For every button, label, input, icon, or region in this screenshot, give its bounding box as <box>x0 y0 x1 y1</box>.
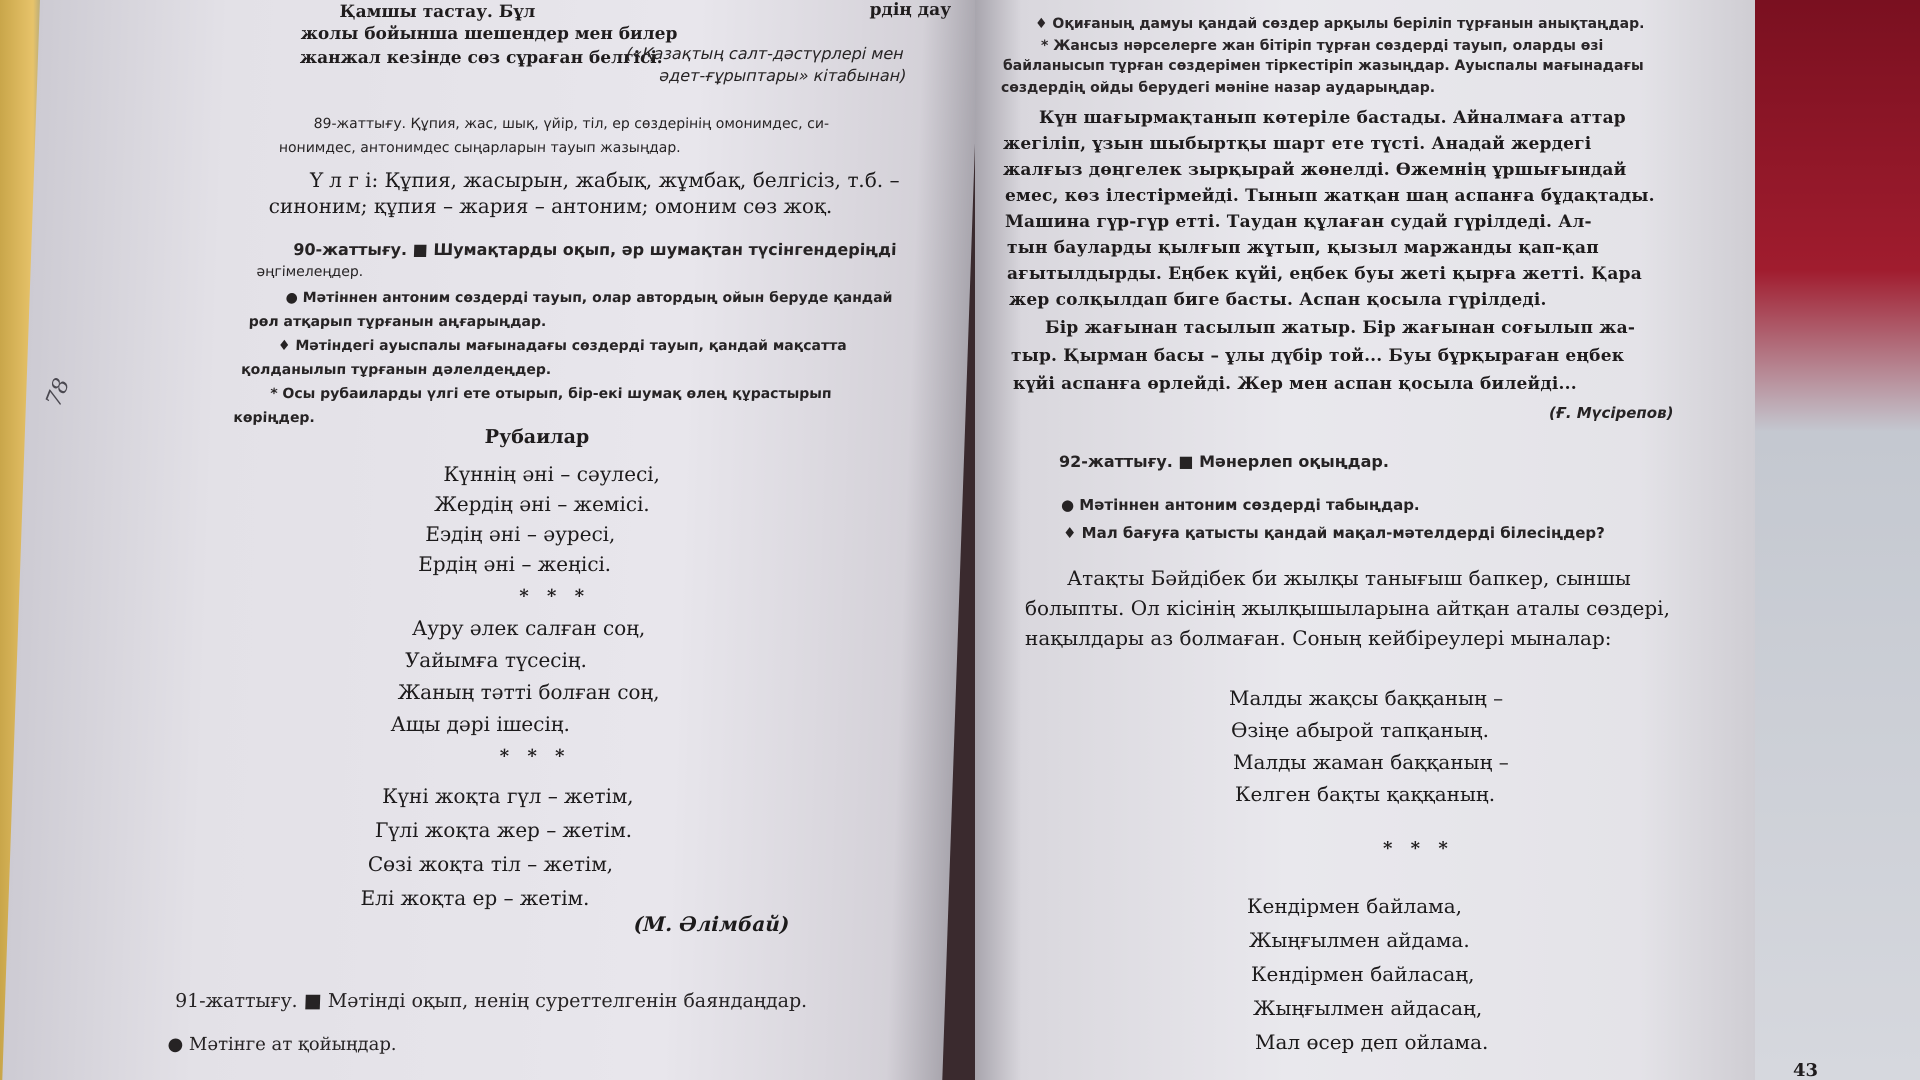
passage-line-2: жегіліп, ұзын шыбыртқы шарт ете түсті. Анадай жердегі <box>1003 134 1592 154</box>
verse2-line-5: Мал өсер деп ойлама. <box>1255 1030 1489 1054</box>
ex92-line-1: 92-жаттығу. ■ Мәнерлеп оқыңдар. <box>1059 452 1389 471</box>
ex89-line-1: 89-жаттығу. Құпия, жас, шық, үйір, тіл, ер сөздерінің омонимдес, си- <box>313 116 830 132</box>
verse1-line-2: Өзіңе абырой тапқаның. <box>1231 718 1489 742</box>
passage-line-4: емес, көз ілестірмейді. Тынып жатқан шаң аспанға бұдақтады. <box>1005 186 1655 206</box>
right-top-task-2c: сөздердің ойды берудегі мәніне назар аударыңдар. <box>1001 80 1436 96</box>
stanza2-line-3: Жаның тәтті болған соң, <box>397 680 661 704</box>
ex92-task-1: ● Мәтіннен антоним сөздерді табыңдар. <box>1061 496 1420 514</box>
ex90-task-1a: ● Мәтіннен антоним сөздерді тауып, олар автордың ойын беруде қандай <box>285 290 893 306</box>
passage-line-10: тыр. Қырман басы – ұлы дүбір той... Буы бұрқыраған еңбек <box>1011 346 1625 366</box>
stanza1-line-1: Күннің әні – сәулесі, <box>443 462 661 486</box>
ex90-task-1b: рөл атқарып тұрғанын аңғарыңдар. <box>248 314 547 330</box>
stanza2-line-1: Ауру әлек салған соң, <box>411 616 646 640</box>
ex89-line-2: нонимдес, антонимдес сыңарларын тауып жазыңдар. <box>278 140 682 156</box>
passage-line-9: Бір жағынан тасылып жатыр. Бір жағынан соғылып жа- <box>1045 318 1636 338</box>
passage-line-6: тын бауларды қылғып жұтып, қызыл маржанды қап-қап <box>1007 238 1599 258</box>
left-top-fragment: рдің дау <box>869 0 952 20</box>
ex91-line-1: 91-жаттығу. ■ Мәтінді оқып, ненің суреттелгенін баяндаңдар. <box>174 990 808 1012</box>
ex90-task-2b: қолданылып тұрғанын дәлелдеңдер. <box>240 362 552 378</box>
verse2-line-1: Кендірмен байлама, <box>1247 894 1462 918</box>
stanza1-line-3: Еэдің әні – әуресі, <box>424 522 616 546</box>
source-line-1: («Қазақтың салт-дәстүрлері мен <box>625 44 905 63</box>
passage-line-1: Күн шағырмақтанып көтеріле бастады. Айналмаға аттар <box>1039 108 1626 128</box>
stars-divider-1: * * * <box>518 586 591 607</box>
intro-line-3: нақылдары аз болмаған. Соның кейбіреулері мыналар: <box>1025 626 1612 650</box>
stars-divider-3: * * * <box>1383 838 1454 859</box>
passage-author: (Ғ. Мүсірепов) <box>1549 404 1674 422</box>
passage-line-8: жер солқылдап биге басты. Аспан қосыла гүрілдеді. <box>1009 290 1547 310</box>
poem-title: Рубаилар <box>484 426 590 448</box>
left-top-line-2: жолы бойынша шешендер мен билер <box>300 24 678 44</box>
ex90-task-3b: көріңдер. <box>233 410 316 426</box>
ex90-task-2a: ♦ Мәтіндегі ауыспалы мағынадағы сөздерді тауып, қандай мақсатта <box>277 338 847 354</box>
left-page <box>2 0 980 1080</box>
verse2-line-3: Кендірмен байласаң, <box>1251 962 1475 986</box>
stanza3-line-2: Гүлі жоқта жер – жетім. <box>374 818 633 842</box>
stanza2-line-4: Ащы дәрі ішесің. <box>390 712 571 736</box>
stars-divider-2: * * * <box>499 746 571 767</box>
ex89-sample-1: Ү л г і: Құпия, жасырын, жабық, жұмбақ, белгісіз, т.б. – <box>309 168 901 192</box>
ex89-sample-2: синоним; құпия – жария – антоним; омоним сөз жоқ. <box>268 194 833 218</box>
intro-line-2: болыпты. Ол кісінің жылқышыларына айтқан аталы сөздері, <box>1025 596 1670 620</box>
stanza3-line-3: Сөзі жоқта тіл – жетім, <box>367 852 614 876</box>
intro-line-1: Атақты Бәйдібек би жылқы танығыш бапкер, сыншы <box>1067 566 1631 590</box>
verse1-line-4: Келген бақты қаққаның. <box>1235 782 1496 806</box>
passage-line-11: күйі аспанға өрлейді. Жер мен аспан қосыла билейді... <box>1013 374 1577 394</box>
passage-line-3: жалғыз дөңгелек зырқырай жөнелді. Өжемнің ұршығындай <box>1003 160 1627 180</box>
passage-line-7: ағытылдырды. Еңбек күйі, еңбек буы жеті қырға жетті. Қара <box>1007 264 1642 284</box>
poem-author: (М. Әлімбай) <box>633 912 790 936</box>
page-number: 43 <box>1793 1060 1819 1080</box>
ex90-line-2: әңгімелеңдер. <box>256 264 364 280</box>
right-top-task-2b: байланысып тұрған сөздерімен тіркестіріп жазыңдар. Ауыспалы мағынадағы <box>1003 58 1644 74</box>
ex91-line-2: ● Мәтінге ат қойыңдар. <box>167 1034 398 1055</box>
verse2-line-4: Жыңғылмен айдасаң, <box>1253 996 1483 1020</box>
stanza3-line-4: Елі жоқта ер – жетім. <box>360 886 590 910</box>
right-page <box>975 0 1819 1080</box>
margin-number: 78 <box>41 375 76 410</box>
passage-line-5: Машина гүр-гүр етті. Таудан құлаған судай гүрілдеді. Ал- <box>1005 212 1592 232</box>
ex92-task-2: ♦ Мал бағуға қатысты қандай мақал-мәтелдерді білесіңдер? <box>1063 524 1605 542</box>
verse2-line-2: Жыңғылмен айдама. <box>1249 928 1470 952</box>
verse1-line-3: Малды жаман баққаның – <box>1233 750 1509 774</box>
right-top-task-1: ♦ Оқиғаның дамуы қандай сөздер арқылы беріліп тұрғанын анықтаңдар. <box>1035 16 1645 32</box>
stanza1-line-2: Жердің әні – жемісі. <box>433 492 651 516</box>
right-top-task-2a: * Жансыз нәрселерге жан бітіріп тұрған сөздерді тауып, оларды өзі <box>1041 38 1604 54</box>
left-top-line-3: жанжал кезінде сөз сұраған белгісі. <box>299 48 664 68</box>
left-top-line-1: Қамшы тастау. Бұл <box>339 2 536 22</box>
source-line-2: әдет-ғұрыптары» кітабынан) <box>659 66 907 85</box>
ex90-line-1: 90-жаттығу. ■ Шумақтарды оқып, әр шумақтан түсінгендеріңді <box>292 240 897 259</box>
verse1-line-1: Малды жақсы баққаның – <box>1229 686 1504 710</box>
stanza1-line-4: Ердің әні – жеңісі. <box>417 552 612 576</box>
ex90-task-3a: * Осы рубаиларды үлгі ете отырып, бір-екі шумақ өлең құрастырып <box>269 386 832 402</box>
stanza3-line-1: Күні жоқта гүл – жетім, <box>381 784 635 808</box>
stanza2-line-2: Уайымға түсесің. <box>404 648 588 672</box>
